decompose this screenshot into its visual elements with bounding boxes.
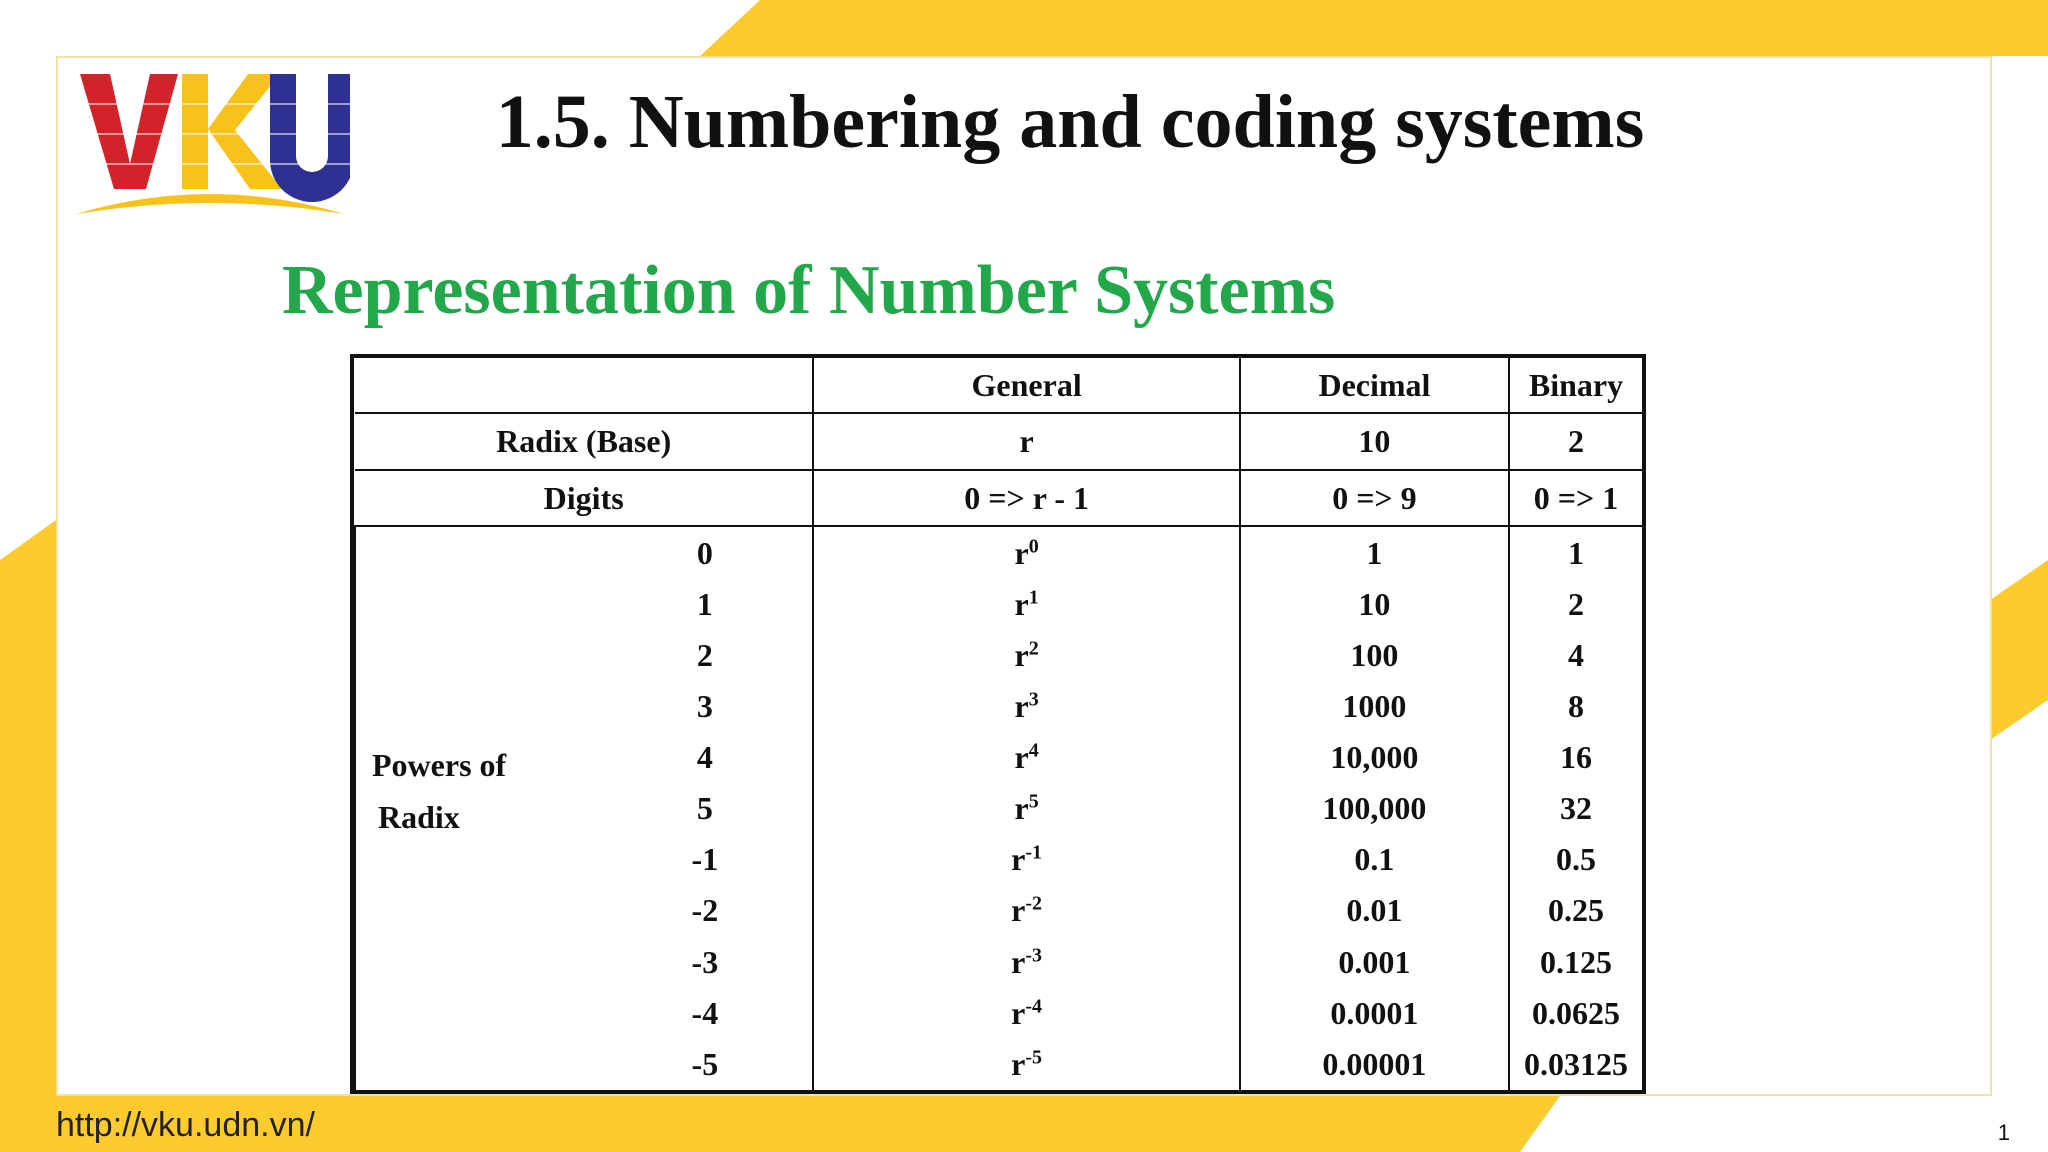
number-systems-table — [350, 354, 1646, 1094]
powers-label-line1: Powers of — [372, 747, 507, 784]
power-general-exponent: 0 — [1028, 534, 1039, 557]
power-general-base: r — [1011, 1045, 1026, 1082]
footer-url[interactable]: http://vku.udn.vn/ — [56, 1106, 315, 1144]
power-exponent: -3 — [597, 936, 813, 987]
power-general — [813, 834, 1240, 885]
power-decimal: 0.001 — [1240, 936, 1509, 987]
power-general-exponent: -5 — [1025, 1046, 1043, 1069]
power-general-exponent: 4 — [1028, 739, 1039, 762]
power-exponent: -5 — [597, 1039, 813, 1090]
power-general-exponent: 5 — [1028, 790, 1039, 813]
powers-row — [355, 526, 1642, 578]
table-header-row — [355, 358, 1642, 413]
power-binary: 2 — [1509, 579, 1642, 630]
page-number: 1 — [1997, 1120, 2010, 1145]
power-decimal: 0.01 — [1240, 885, 1509, 936]
power-general — [813, 630, 1240, 681]
power-general-exponent: -1 — [1025, 841, 1043, 864]
power-general-base: r — [1011, 892, 1026, 929]
power-general-exponent: 2 — [1028, 637, 1039, 660]
power-exponent: 5 — [597, 783, 813, 834]
powers-of-radix-label — [372, 739, 506, 843]
header-binary: Binary — [1509, 358, 1642, 413]
power-exponent: -4 — [597, 988, 813, 1039]
power-general — [813, 1039, 1240, 1090]
power-binary: 32 — [1509, 783, 1642, 834]
power-decimal: 0.1 — [1240, 834, 1509, 885]
power-general — [813, 988, 1240, 1039]
power-decimal: 100,000 — [1240, 783, 1509, 834]
power-decimal: 0.00001 — [1240, 1039, 1509, 1090]
power-exponent: 2 — [597, 630, 813, 681]
digits-decimal: 0 => 9 — [1240, 470, 1509, 527]
power-general-base: r — [1014, 687, 1029, 724]
power-binary: 0.03125 — [1509, 1039, 1642, 1090]
radix-label: Radix (Base) — [355, 413, 813, 469]
power-general-base: r — [1011, 994, 1026, 1031]
digits-general: 0 => r - 1 — [813, 470, 1240, 527]
power-general-base: r — [1014, 534, 1029, 571]
header-decimal: Decimal — [1240, 358, 1509, 413]
powers-of-radix-label-cell — [355, 526, 597, 1090]
power-binary: 1 — [1509, 526, 1642, 578]
power-general-base: r — [1011, 943, 1026, 980]
power-general — [813, 783, 1240, 834]
power-binary: 16 — [1509, 732, 1642, 783]
power-decimal: 100 — [1240, 630, 1509, 681]
power-general-base: r — [1014, 739, 1029, 776]
power-binary: 4 — [1509, 630, 1642, 681]
power-general-base: r — [1014, 585, 1029, 622]
header-empty — [355, 358, 813, 413]
power-general — [813, 936, 1240, 987]
power-decimal: 10 — [1240, 579, 1509, 630]
digits-row — [355, 470, 1642, 527]
power-decimal: 1000 — [1240, 681, 1509, 732]
radix-binary: 2 — [1509, 413, 1642, 469]
slide-title: 1.5. Numbering and coding systems — [495, 80, 1645, 164]
header-general: General — [813, 358, 1240, 413]
power-exponent: 3 — [597, 681, 813, 732]
power-binary: 0.125 — [1509, 936, 1642, 987]
power-decimal: 10,000 — [1240, 732, 1509, 783]
power-decimal: 0.0001 — [1240, 988, 1509, 1039]
power-exponent: -2 — [597, 885, 813, 936]
power-binary: 0.5 — [1509, 834, 1642, 885]
power-binary: 8 — [1509, 681, 1642, 732]
power-exponent: -1 — [597, 834, 813, 885]
power-general-base: r — [1014, 636, 1029, 673]
power-binary: 0.0625 — [1509, 988, 1642, 1039]
power-exponent: 4 — [597, 732, 813, 783]
power-exponent: 1 — [597, 579, 813, 630]
power-decimal: 1 — [1240, 526, 1509, 578]
radix-decimal: 10 — [1240, 413, 1509, 469]
radix-row — [355, 413, 1642, 469]
powers-label-line2: Radix — [378, 799, 460, 836]
power-general — [813, 681, 1240, 732]
power-general-base: r — [1011, 841, 1026, 878]
power-general — [813, 526, 1240, 578]
power-general-exponent: 1 — [1028, 586, 1039, 609]
slide-subtitle: Representation of Number Systems — [282, 252, 1336, 329]
power-exponent: 0 — [597, 526, 813, 578]
power-general — [813, 579, 1240, 630]
power-general-exponent: -3 — [1025, 943, 1043, 966]
power-general-exponent: -2 — [1025, 892, 1043, 915]
power-general-exponent: 3 — [1028, 688, 1039, 711]
radix-general: r — [813, 413, 1240, 469]
power-general — [813, 885, 1240, 936]
power-general-exponent: -4 — [1025, 995, 1043, 1018]
digits-label: Digits — [355, 470, 813, 527]
digits-binary: 0 => 1 — [1509, 470, 1642, 527]
power-general-base: r — [1014, 790, 1029, 827]
power-general — [813, 732, 1240, 783]
power-binary: 0.25 — [1509, 885, 1642, 936]
powers-of-radix-section — [355, 526, 1642, 1090]
